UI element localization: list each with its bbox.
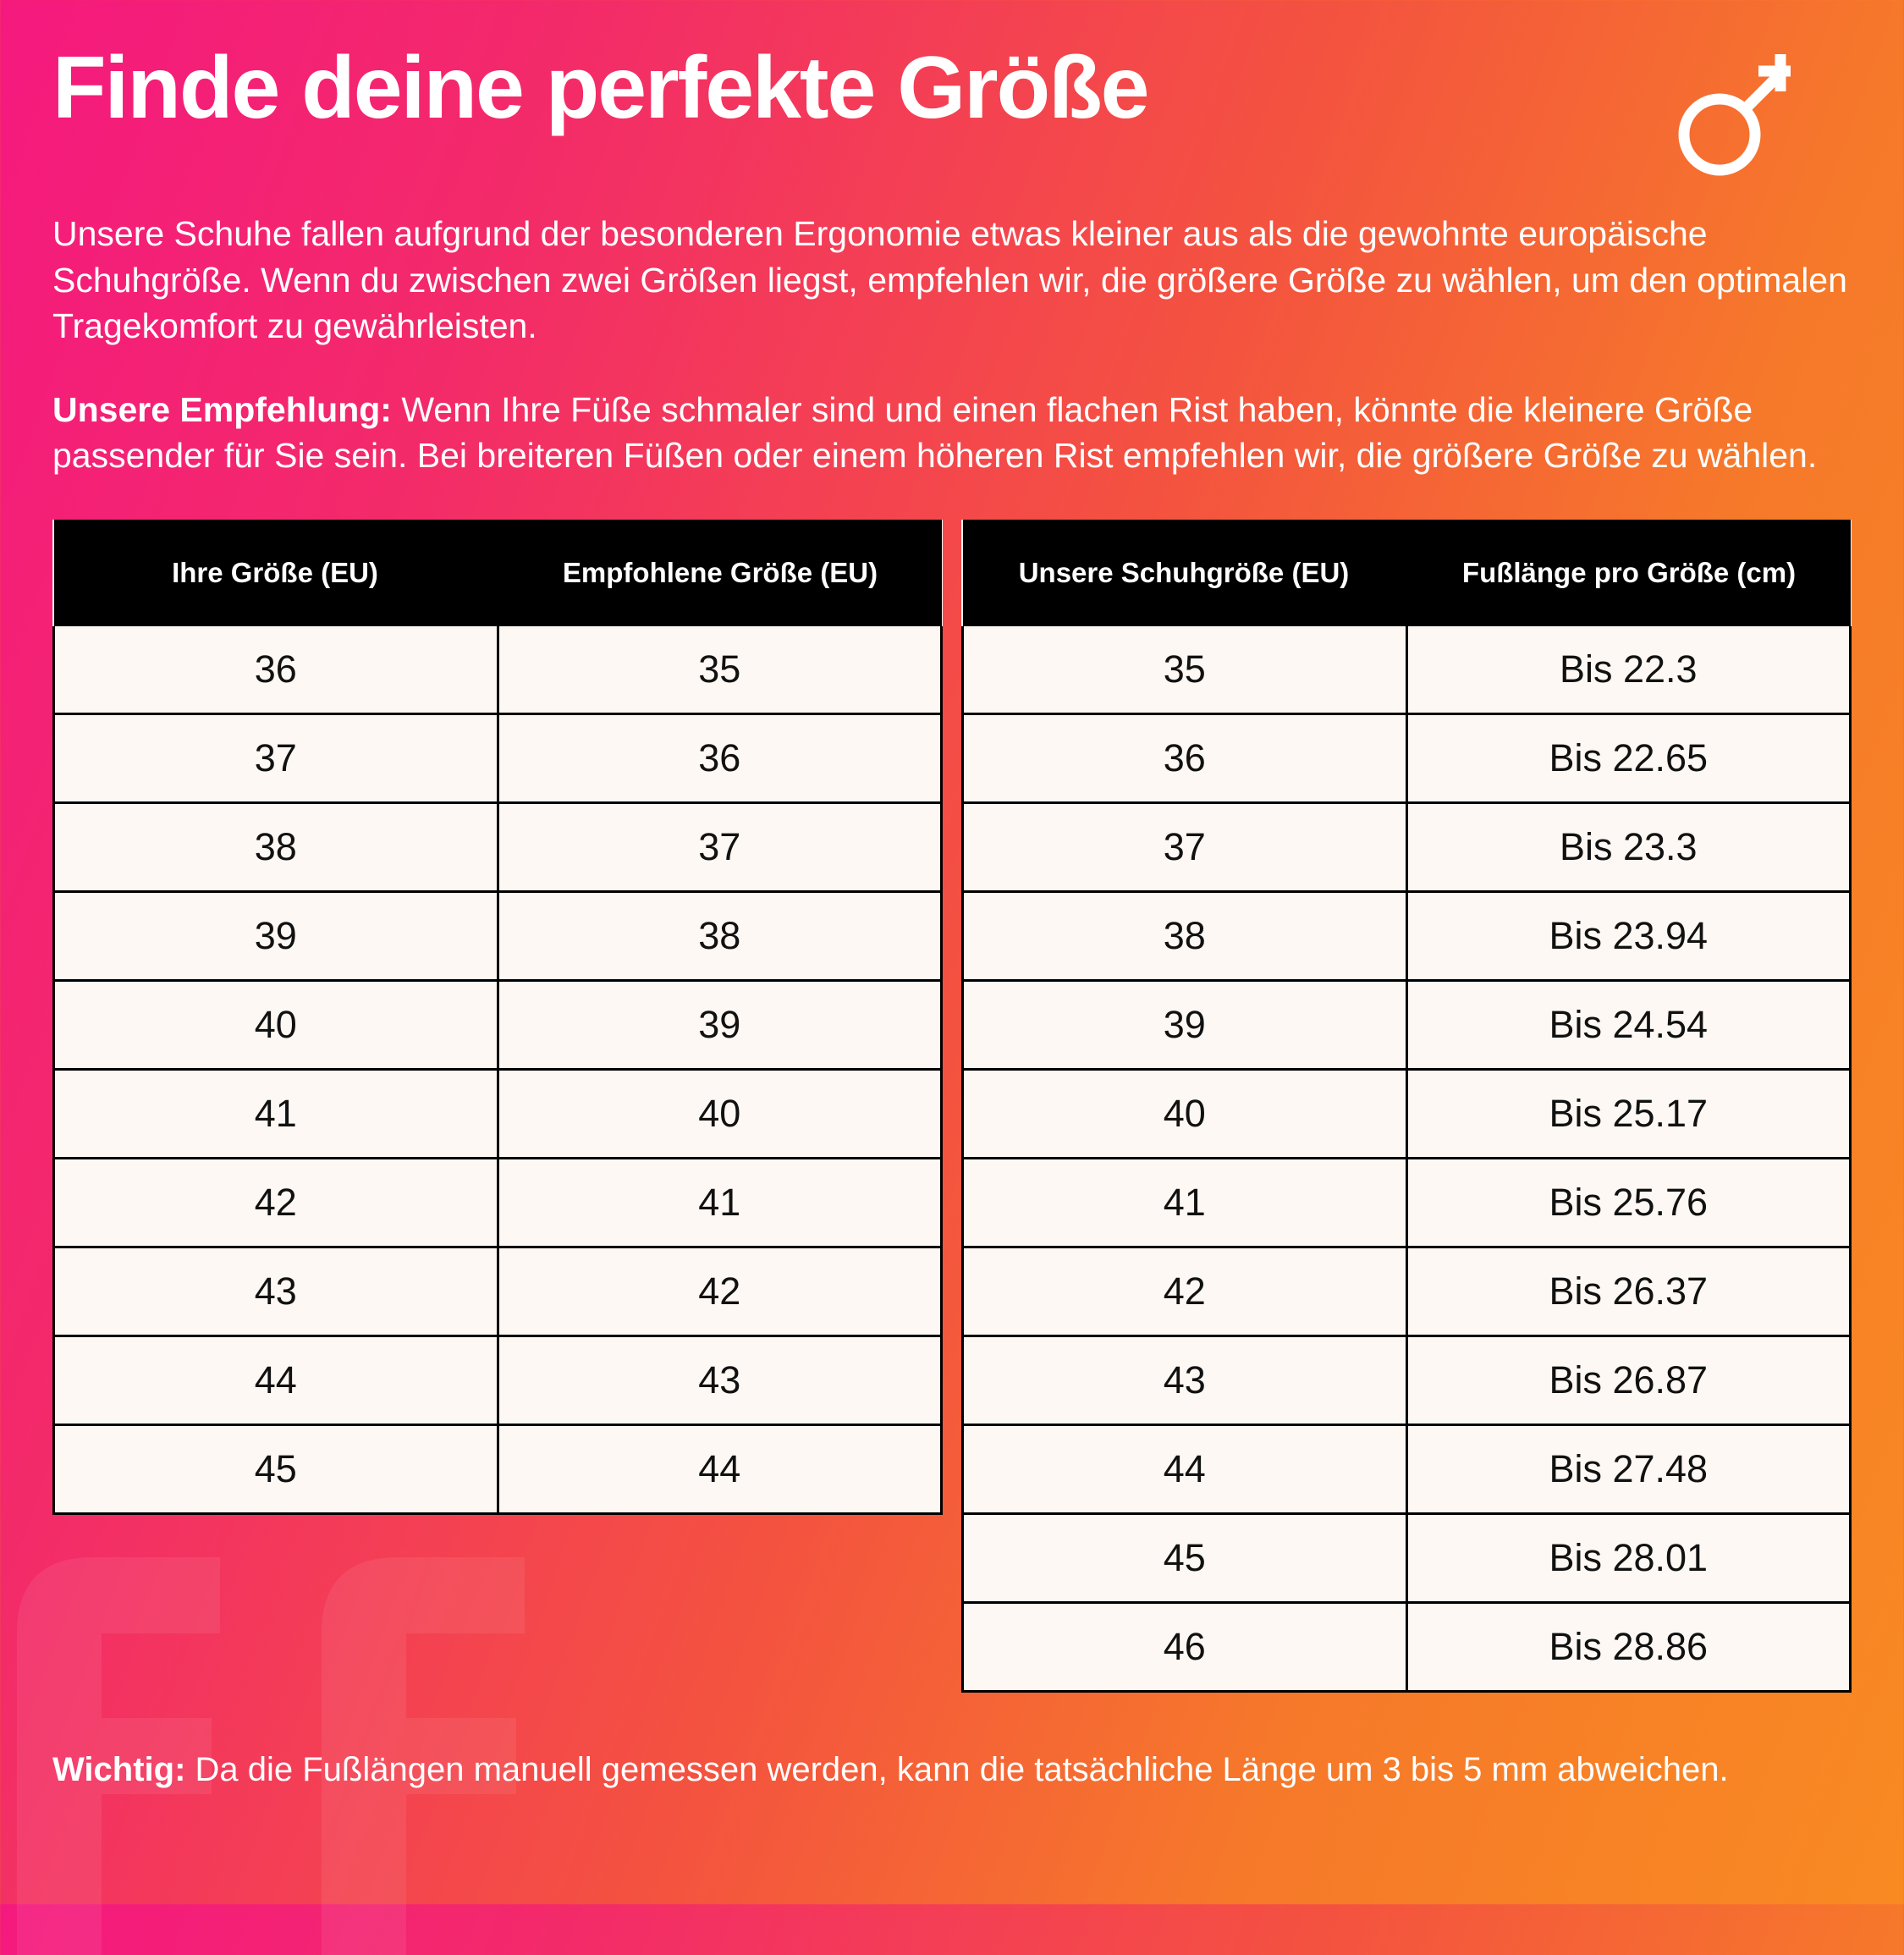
table-row xyxy=(54,1247,942,1335)
table-row xyxy=(963,802,1851,891)
table-row xyxy=(54,713,942,802)
cell-foot-length: Bis 26.87 xyxy=(1406,1335,1851,1424)
cell-foot-length: Bis 22.3 xyxy=(1406,626,1851,714)
footnote-text: Da die Fußlängen manuell gemessen werden, kann die tatsächliche Länge um 3 bis 5 mm abweichen. xyxy=(185,1751,1729,1788)
cell-your-size: 39 xyxy=(54,891,498,980)
cell-our-size: 42 xyxy=(963,1247,1407,1335)
cell-our-size: 46 xyxy=(963,1602,1407,1691)
cell-our-size: 38 xyxy=(963,891,1407,980)
conversion-table xyxy=(52,520,943,1515)
cell-your-size: 43 xyxy=(54,1247,498,1335)
intro-paragraph: Unsere Schuhe fallen aufgrund der besonderen Ergonomie etwas kleiner aus als die gewohnte europäische Schuhgröße. Wenn du zwischen zwei Größen liegst, empfehlen wir, die größere Größe zu wählen, um den optimalen Tragekomfort zu gewährleisten. xyxy=(52,214,1847,346)
table-row xyxy=(54,1424,942,1513)
foot-length-table-head xyxy=(963,520,1851,626)
table-row xyxy=(54,626,942,714)
conversion-table-wrap xyxy=(52,520,943,1693)
cell-recommended-size: 35 xyxy=(498,626,942,714)
foot-length-table xyxy=(961,520,1852,1693)
table-row xyxy=(54,891,942,980)
cell-your-size: 42 xyxy=(54,1158,498,1247)
cell-recommended-size: 36 xyxy=(498,713,942,802)
cell-your-size: 40 xyxy=(54,980,498,1069)
footnote-label: Wichtig: xyxy=(52,1751,186,1788)
cell-foot-length: Bis 28.01 xyxy=(1406,1513,1851,1602)
table-row xyxy=(963,1424,1851,1513)
table-row xyxy=(963,1158,1851,1247)
foot-length-table-body xyxy=(963,626,1851,1692)
cell-foot-length: Bis 22.65 xyxy=(1406,713,1851,802)
column-header-recommended-size: Empfohlene Größe (EU) xyxy=(498,520,942,626)
cell-foot-length: Bis 25.17 xyxy=(1406,1069,1851,1158)
conversion-table-body xyxy=(54,626,942,1514)
recommendation-label: Unsere Empfehlung: xyxy=(52,389,392,429)
column-header-foot-length: Fußlänge pro Größe (cm) xyxy=(1406,520,1851,626)
table-row xyxy=(963,1069,1851,1158)
footnote xyxy=(52,1747,1852,1793)
table-row xyxy=(963,1247,1851,1335)
table-header-row xyxy=(963,520,1851,626)
cell-your-size: 36 xyxy=(54,626,498,714)
cell-your-size: 45 xyxy=(54,1424,498,1513)
table-row xyxy=(54,802,942,891)
cell-recommended-size: 42 xyxy=(498,1247,942,1335)
cell-foot-length: Bis 23.94 xyxy=(1406,891,1851,980)
cell-recommended-size: 39 xyxy=(498,980,942,1069)
cell-our-size: 40 xyxy=(963,1069,1407,1158)
cell-our-size: 36 xyxy=(963,713,1407,802)
cell-our-size: 39 xyxy=(963,980,1407,1069)
cell-foot-length: Bis 28.86 xyxy=(1406,1602,1851,1691)
cell-foot-length: Bis 26.37 xyxy=(1406,1247,1851,1335)
header xyxy=(52,39,1852,185)
column-header-our-size: Unsere Schuhgröße (EU) xyxy=(963,520,1407,626)
conversion-table-head xyxy=(54,520,942,626)
recommendation-paragraph xyxy=(52,387,1852,479)
cell-recommended-size: 37 xyxy=(498,802,942,891)
cell-recommended-size: 44 xyxy=(498,1424,942,1513)
cell-recommended-size: 43 xyxy=(498,1335,942,1424)
table-row xyxy=(54,980,942,1069)
recommendation-text: Wenn Ihre Füße schmaler sind und einen flachen Rist haben, könnte die kleinere Größe passender für Sie sein. Bei breiteren Füßen oder einem höheren Rist empfehlen wir, die größere Größe zu wählen. xyxy=(52,389,1818,476)
cell-recommended-size: 41 xyxy=(498,1158,942,1247)
table-row xyxy=(54,1158,942,1247)
cell-your-size: 38 xyxy=(54,802,498,891)
table-row xyxy=(963,891,1851,980)
table-header-row xyxy=(54,520,942,626)
table-row xyxy=(963,980,1851,1069)
size-tables xyxy=(52,520,1852,1693)
cell-our-size: 37 xyxy=(963,802,1407,891)
page-title: Finde deine perfekte Größe xyxy=(52,39,1148,137)
cell-foot-length: Bis 27.48 xyxy=(1406,1424,1851,1513)
cell-foot-length: Bis 23.3 xyxy=(1406,802,1851,891)
mars-plus-icon xyxy=(1670,54,1797,185)
cell-our-size: 35 xyxy=(963,626,1407,714)
cell-foot-length: Bis 24.54 xyxy=(1406,980,1851,1069)
cell-your-size: 41 xyxy=(54,1069,498,1158)
table-row xyxy=(963,713,1851,802)
table-row xyxy=(963,1602,1851,1691)
cell-recommended-size: 38 xyxy=(498,891,942,980)
cell-your-size: 44 xyxy=(54,1335,498,1424)
table-row xyxy=(963,626,1851,714)
cell-your-size: 37 xyxy=(54,713,498,802)
cell-recommended-size: 40 xyxy=(498,1069,942,1158)
foot-length-table-wrap xyxy=(961,520,1852,1693)
column-header-your-size: Ihre Größe (EU) xyxy=(54,520,498,626)
cell-foot-length: Bis 25.76 xyxy=(1406,1158,1851,1247)
table-row xyxy=(963,1335,1851,1424)
cell-our-size: 45 xyxy=(963,1513,1407,1602)
cell-our-size: 44 xyxy=(963,1424,1407,1513)
table-row xyxy=(54,1335,942,1424)
table-row xyxy=(963,1513,1851,1602)
table-row xyxy=(54,1069,942,1158)
cell-our-size: 43 xyxy=(963,1335,1407,1424)
cell-our-size: 41 xyxy=(963,1158,1407,1247)
